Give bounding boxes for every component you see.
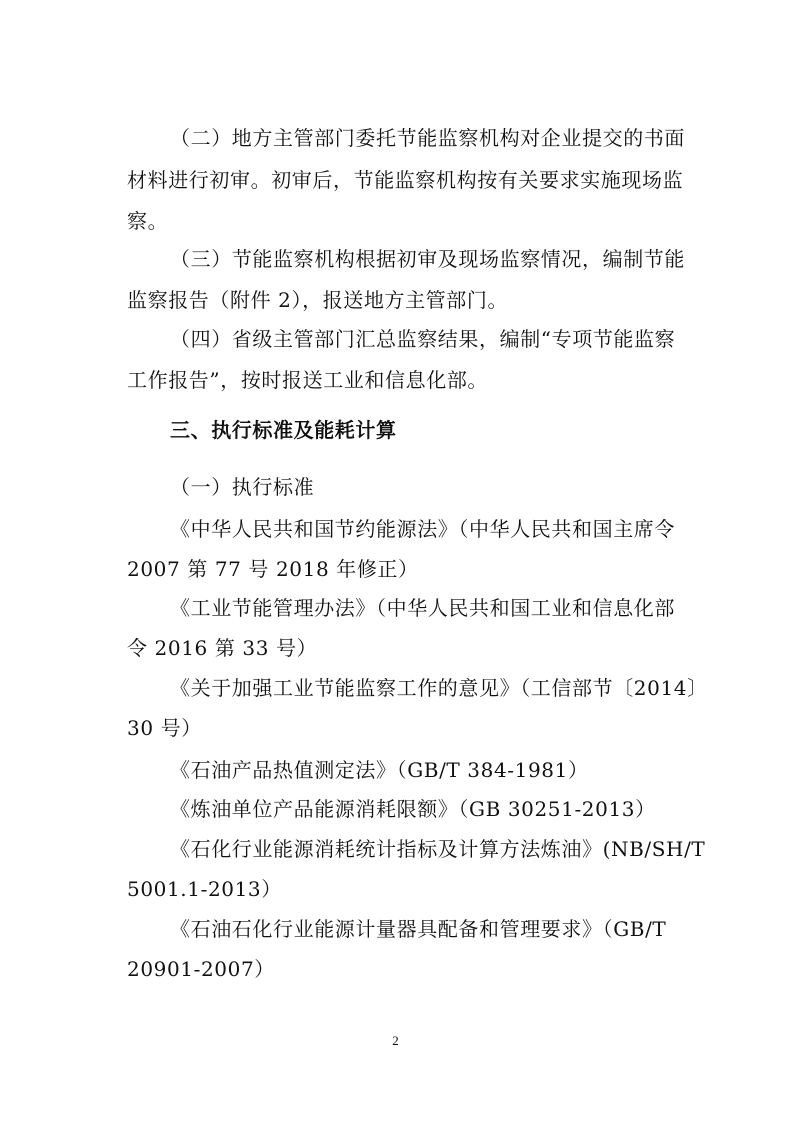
standard-6-line-1: 《石化行业能源消耗统计指标及计算方法炼油》(NB/SH/T — [170, 837, 706, 861]
page-number: 2 — [392, 1033, 399, 1048]
standard-1-line-1: 《中华人民共和国节约能源法》（中华人民共和国主席令 — [170, 517, 675, 541]
paragraph-4-line-2: 工作报告”，按时报送工业和信息化部。 — [127, 368, 489, 392]
standard-7-line-1: 《石油石化行业能源计量器具配备和管理要求》（GB/T — [170, 917, 667, 941]
paragraph-2-line-2: 材料进行初审。初审后，节能监察机构按有关要求实施现场监 — [127, 168, 684, 192]
standard-3-line-1: 《关于加强工业节能监察工作的意见》（工信部节〔2014〕 — [170, 676, 708, 700]
paragraph-4-line-1: （四）省级主管部门汇总监察结果，编制“专项节能监察 — [170, 327, 676, 351]
standard-2-line-1: 《工业节能管理办法》（中华人民共和国工业和信息化部 — [170, 596, 675, 620]
paragraph-2-line-3: 察。 — [127, 209, 169, 233]
paragraph-3-line-2: 监察报告（附件 2），报送地方主管部门。 — [127, 288, 509, 312]
standard-2-line-2: 令 2016 第 33 号） — [127, 636, 318, 660]
standard-4: 《石油产品热值测定法》（GB/T 384-1981） — [170, 758, 589, 782]
standard-6-line-2: 5001.1-2013） — [127, 877, 282, 901]
subsection-heading: （一）执行标准 — [170, 475, 315, 499]
standard-7-line-2: 20901-2007） — [127, 957, 275, 981]
paragraph-2-line-1: （二）地方主管部门委托节能监察机构对企业提交的书面 — [170, 126, 685, 150]
standard-5: 《炼油单位产品能源消耗限额》（GB 30251-2013） — [170, 797, 656, 821]
section-heading: 三、执行标准及能耗计算 — [170, 418, 397, 442]
standard-1-line-2: 2007 第 77 号 2018 年修正） — [127, 557, 419, 581]
standard-3-line-2: 30 号） — [127, 716, 202, 740]
paragraph-3-line-1: （三）节能监察机构根据初审及现场监察情况，编制节能 — [170, 247, 685, 271]
